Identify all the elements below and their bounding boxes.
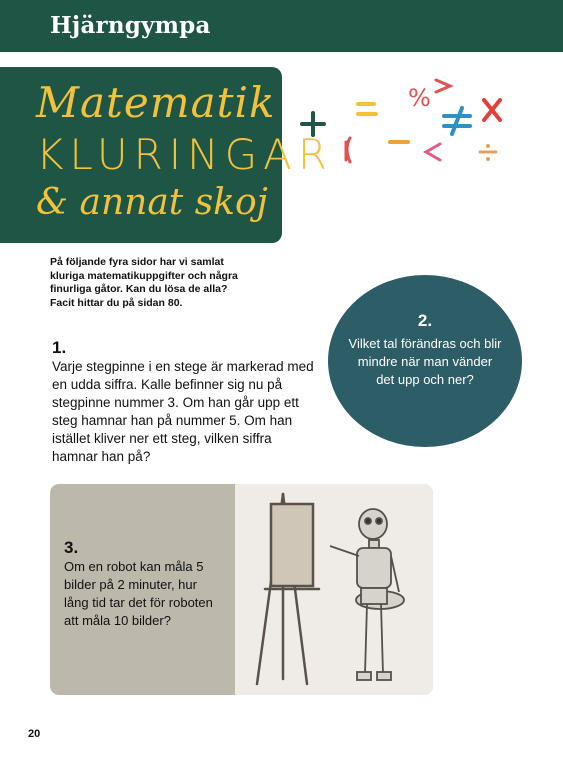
page-number: 20 (28, 728, 41, 740)
title-line-2: KLURINGAR (36, 130, 334, 179)
question-3-box (50, 484, 433, 695)
divide-dot-bottom (486, 157, 490, 161)
not-equal-symbol (444, 108, 470, 134)
question-3-number: 3. (64, 538, 79, 557)
section-title: Hjärngympa (50, 12, 211, 39)
question-1-number: 1. (52, 338, 67, 357)
question-2-number: 2. (417, 311, 433, 330)
title-line-3: & annat skoj (36, 182, 268, 223)
question-2-circle (328, 275, 522, 447)
header-bar (0, 0, 563, 52)
math-symbols-illustration (290, 70, 530, 180)
robot-painting-illustration (235, 484, 433, 695)
divide-dot-top (486, 144, 490, 148)
question-1-text: Varje stegpinne i en stege är markerad med en udda siffra. Kalle befinner sig nu på stegpinne nummer 3. Om han går upp ett steg hamnar han på nummer 5. Om han istället kliver ner ett steg, vilken siffra hamnar han på? (52, 359, 314, 464)
greater-than-symbol (436, 80, 450, 92)
less-than-symbol (426, 144, 440, 160)
percent-symbol: % (408, 84, 431, 112)
equals-symbol (358, 104, 376, 114)
intro-text: På följande fyra sidor har vi samlat kluriga matematikuppgifter och några finurliga gåtor. Kan du lösa de alla? Facit hittar du på sidan 80. (50, 256, 238, 309)
title-line-1: Matematik (36, 78, 276, 127)
multiply-symbol (484, 100, 500, 120)
bracket-symbol (346, 138, 350, 162)
plus-symbol (302, 113, 324, 135)
question-2-text: Vilket tal förändras och blir mindre när man vänder det upp och ner? (348, 336, 502, 387)
question-3-text: Om en robot kan måla 5 bilder på 2 minuter, hur lång tid tar det för roboten att måla 10 bilder? (64, 559, 213, 628)
